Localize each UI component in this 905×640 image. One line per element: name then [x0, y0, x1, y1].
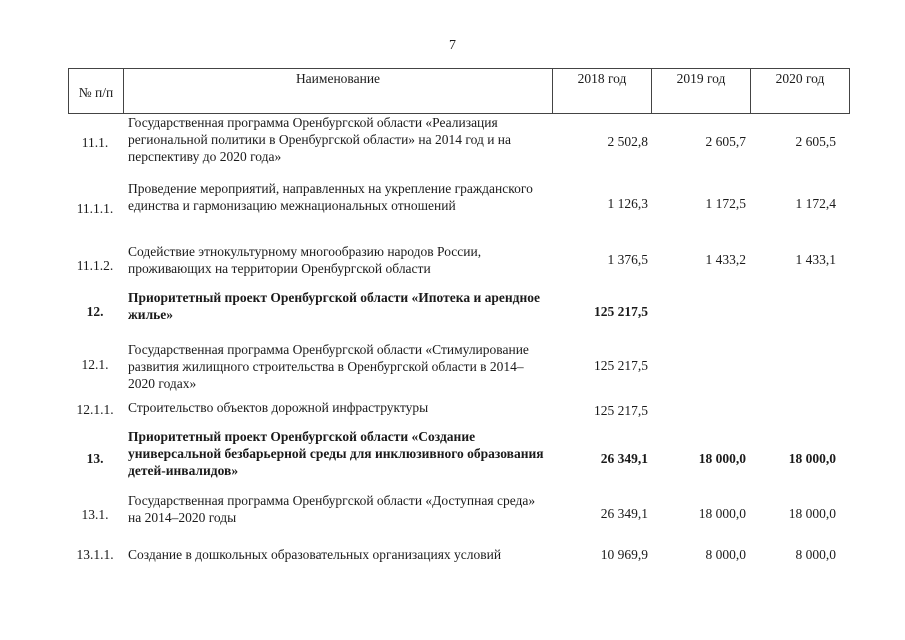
row-number: 11.1.2. [76, 258, 114, 273]
value-2019: 1 172,5 [705, 196, 746, 211]
value-2018: 1 126,3 [607, 196, 648, 211]
value-2020: 1 433,1 [795, 252, 836, 267]
value-2020: 18 000,0 [788, 451, 836, 466]
row-number: 13. [86, 451, 104, 466]
row-name: Содействие этнокультурному многообразию народов России, проживающих на территории Оренбургской области [128, 244, 482, 276]
value-2019: 2 605,7 [705, 134, 746, 149]
value-2019: 18 000,0 [698, 451, 746, 466]
row-number: 11.1. [81, 135, 109, 150]
row-name: Строительство объектов дорожной инфраструктуры [128, 400, 429, 415]
row-number: 13.1.1. [76, 547, 114, 562]
value-2019: 18 000,0 [698, 506, 746, 521]
row-number: 13.1. [81, 507, 109, 522]
value-2020: 2 605,5 [795, 134, 836, 149]
header-cell-name: Наименование [124, 69, 553, 114]
value-2018: 125 217,5 [594, 403, 648, 418]
value-2018: 1 376,5 [607, 252, 648, 267]
row-name: Государственная программа Оренбургской области «Реализация региональной политики в Оренбургской области» на 2014 год и на перспективу до 2020 года» [128, 115, 512, 164]
row-number: 12.1.1. [76, 402, 114, 417]
table-header [68, 68, 850, 114]
row-name: Приоритетный проект Оренбургской области «Ипотека и арендное жилье» [128, 290, 540, 322]
row-name: Государственная программа Оренбургской области «Стимулирование развития жилищного строительства в Оренбургской области в 2014–2020 годах» [128, 342, 529, 391]
row-name: Создание в дошкольных образовательных организациях условий [128, 547, 502, 562]
value-2019: 8 000,0 [705, 547, 746, 562]
header-cell-2020: 2020 год [751, 69, 850, 114]
row-name: Проведение мероприятий, направленных на укрепление гражданского единства и гармонизацию межнациональных отношений [128, 181, 533, 213]
header-cell-2018: 2018 год [553, 69, 652, 114]
header-cell-2019: 2019 год [652, 69, 751, 114]
value-2019: 1 433,2 [705, 252, 746, 267]
value-2018: 10 969,9 [600, 547, 648, 562]
row-name: Государственная программа Оренбургской области «Доступная среда» на 2014–2020 годы [128, 493, 536, 525]
page-number: 7 [449, 38, 456, 53]
row-number: 12. [86, 304, 104, 319]
value-2018: 125 217,5 [594, 304, 648, 319]
value-2018: 2 502,8 [607, 134, 648, 149]
value-2018: 26 349,1 [600, 506, 648, 521]
row-name: Приоритетный проект Оренбургской области «Создание универсальной безбарьерной среды для инклюзивного образования детей-инвалидов» [128, 429, 544, 478]
value-2020: 1 172,4 [795, 196, 836, 211]
row-number: 11.1.1. [76, 201, 114, 216]
header-cell-num: № п/п [69, 69, 124, 114]
value-2018: 26 349,1 [600, 451, 648, 466]
value-2018: 125 217,5 [594, 358, 648, 373]
value-2020: 8 000,0 [795, 547, 836, 562]
row-number: 12.1. [81, 357, 109, 372]
value-2020: 18 000,0 [788, 506, 836, 521]
